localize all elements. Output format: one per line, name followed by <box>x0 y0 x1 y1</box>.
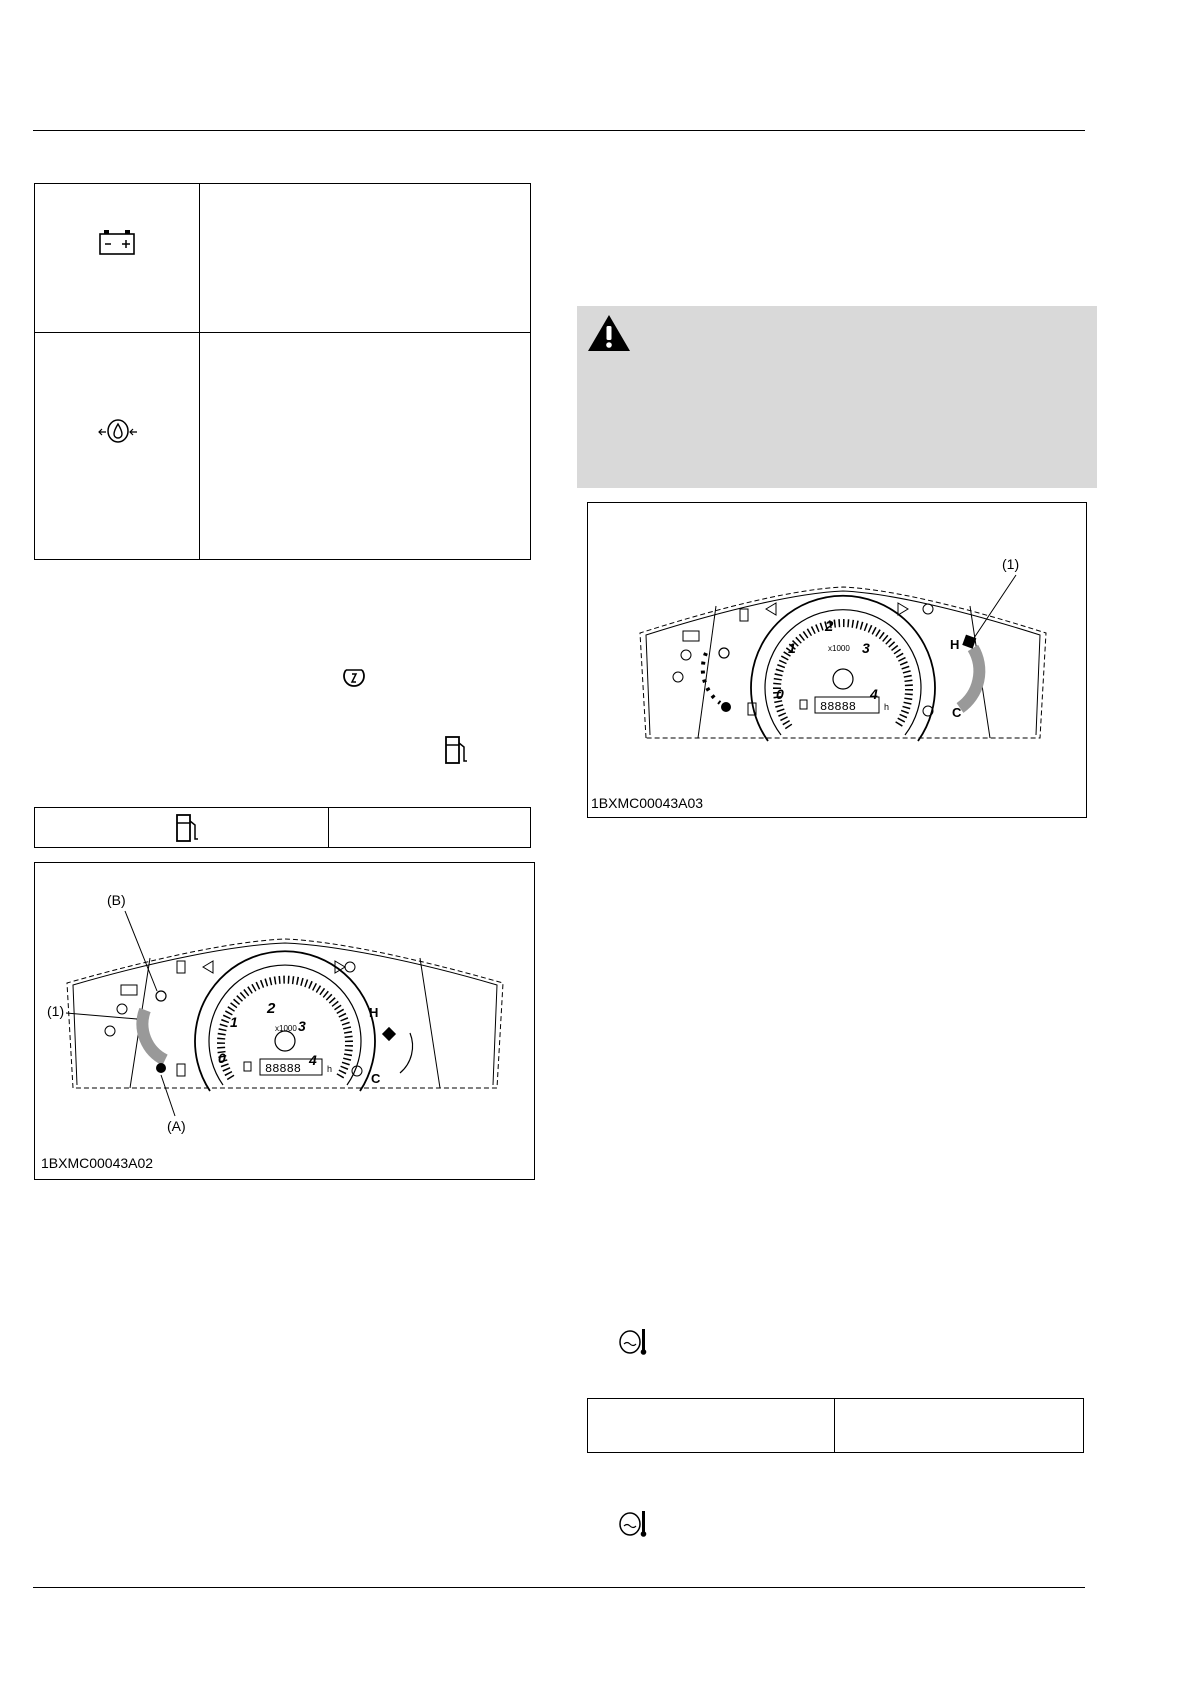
glow-plug-icon <box>340 662 368 690</box>
coolant-temperature-icon <box>618 1508 648 1538</box>
figure-caption: 1BXMC00043A03 <box>591 795 704 811</box>
temp-cold-label: C <box>952 705 962 720</box>
gauge-scale-label: 4 <box>870 686 878 702</box>
gauge-scale-label: 3 <box>298 1018 306 1034</box>
callout-1: (1) <box>47 1003 65 1019</box>
warning-triangle-icon <box>586 313 632 353</box>
gauge-scale-label: 0 <box>776 686 784 702</box>
gauge-scale-label: 4 <box>309 1052 317 1068</box>
figure-coolant-gauge <box>587 502 1087 818</box>
header-rule <box>33 130 1085 131</box>
hour-unit: h <box>327 1064 333 1074</box>
hourmeter-display: 88888 <box>265 1062 302 1076</box>
hour-unit: h <box>884 702 890 712</box>
gauge-multiplier: x1000 <box>828 644 850 653</box>
gauge-multiplier: x1000 <box>275 1024 297 1033</box>
temp-hot-label: H <box>369 1005 379 1020</box>
fuel-pump-icon <box>443 734 469 766</box>
temp-cold-label: C <box>371 1071 381 1086</box>
footer-rule <box>33 1587 1085 1588</box>
warning-box <box>577 306 1097 488</box>
hourmeter-display: 88888 <box>820 700 857 714</box>
gauge-scale-label: 3 <box>862 640 870 656</box>
gauge-scale-label: 2 <box>267 1000 276 1017</box>
oil-pressure-icon <box>98 415 138 447</box>
gauge-scale-label: 0 <box>218 1050 226 1066</box>
temp-hot-label: H <box>950 637 960 652</box>
coolant-temperature-icon <box>618 1326 648 1356</box>
gauge-scale-label: 1 <box>788 640 796 656</box>
gauge-scale-label: 1 <box>230 1014 238 1030</box>
battery-charge-icon <box>98 228 138 256</box>
gauge-scale-label: 2 <box>825 618 834 635</box>
figure-caption: 1BXMC00043A02 <box>41 1155 154 1171</box>
callout-a: (A) <box>167 1118 186 1134</box>
figure-fuel-gauge <box>34 862 535 1180</box>
fuel-pump-icon <box>174 812 200 844</box>
callout-1: (1) <box>1002 556 1020 572</box>
callout-b: (B) <box>107 892 126 908</box>
